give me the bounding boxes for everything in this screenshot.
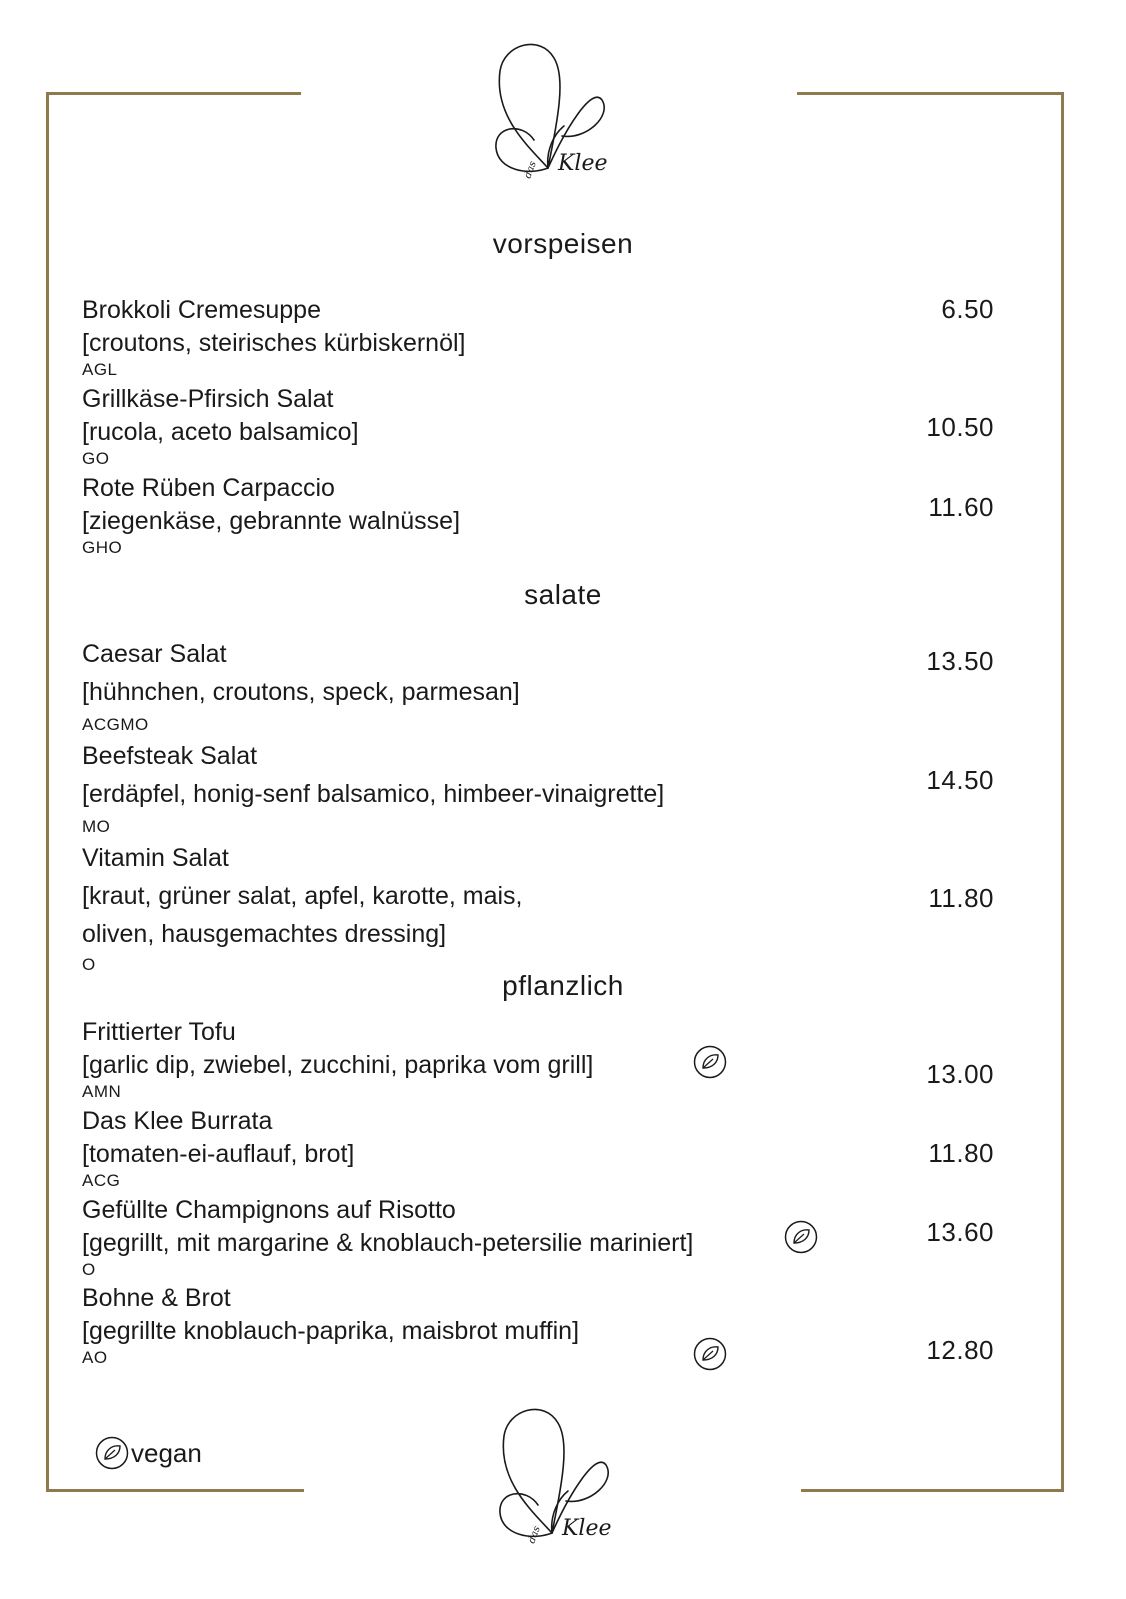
frame-top-right (797, 92, 1064, 95)
section-title-pflanzlich: pflanzlich (502, 970, 624, 1001)
frame-left (46, 92, 49, 1492)
item-description: [rucola, aceto balsamico] (82, 418, 359, 446)
item-name: Bohne & Brot (82, 1284, 231, 1312)
menu-item (82, 1105, 354, 1191)
item-price: 6.50 (941, 294, 994, 324)
item-name: Gefüllte Champignons auf Risotto (82, 1196, 456, 1224)
item-description: [croutons, steirisches kürbiskernöl] (82, 329, 466, 357)
item-description: [ziegenkäse, gebrannte walnüsse] (82, 507, 461, 535)
top-logo (488, 36, 612, 184)
item-price: 10.50 (926, 412, 994, 442)
item-description: [gegrillt, mit margarine & knoblauch-petersilie mariniert] (82, 1229, 694, 1257)
item-price: 13.50 (926, 646, 994, 676)
menu-item (82, 840, 522, 978)
frame-bottom-right (801, 1489, 1064, 1492)
svg-text:Klee: Klee (562, 1516, 612, 1541)
item-allergens: ACG (82, 1171, 121, 1190)
menu-item (82, 636, 520, 738)
item-name: Beefsteak Salat (82, 742, 258, 770)
item-name: Das Klee Burrata (82, 1107, 273, 1135)
menu-item (82, 383, 359, 469)
item-price: 11.80 (928, 1138, 994, 1168)
item-name: Frittierter Tofu (82, 1018, 236, 1046)
vegan-leaf-icon (693, 1045, 727, 1079)
item-allergens: O (82, 955, 96, 974)
item-allergens: ACGMO (82, 715, 149, 734)
leaf-icon (95, 1436, 129, 1470)
frame-bottom-left (46, 1489, 304, 1492)
menu-item (82, 294, 465, 380)
item-description: oliven, hausgemachtes dressing] (82, 920, 447, 948)
item-description: [kraut, grüner salat, apfel, karotte, mais, (82, 882, 523, 910)
item-name: Brokkoli Cremesuppe (82, 296, 321, 324)
vegan-leaf-icon (693, 1337, 727, 1371)
item-name: Vitamin Salat (82, 844, 229, 872)
item-allergens: O (82, 1260, 96, 1279)
item-allergens: GO (82, 449, 110, 468)
item-price: 13.60 (926, 1217, 994, 1247)
menu-item (82, 1282, 579, 1368)
item-price: 11.80 (928, 883, 994, 913)
vegan-legend (95, 1436, 202, 1470)
item-price: 11.60 (928, 492, 994, 522)
svg-text:das: das (526, 1524, 543, 1546)
svg-text:das: das (522, 159, 539, 181)
item-name: Caesar Salat (82, 640, 227, 668)
item-price: 12.80 (926, 1335, 994, 1365)
item-description: [erdäpfel, honig-senf balsamico, himbeer-vinaigrette] (82, 780, 665, 808)
item-price: 14.50 (926, 765, 994, 795)
menu-item (82, 472, 460, 558)
item-allergens: AO (82, 1348, 108, 1367)
item-price: 13.00 (926, 1059, 994, 1089)
item-description: [tomaten-ei-auflauf, brot] (82, 1140, 355, 1168)
section-title-vorspeisen: vorspeisen (492, 228, 634, 259)
section-title-salate: salate (524, 579, 602, 610)
frame-right (1061, 92, 1064, 1492)
item-allergens: MO (82, 817, 111, 836)
menu-item (82, 1016, 593, 1102)
item-description: [garlic dip, zwiebel, zucchini, paprika vom grill] (82, 1051, 594, 1079)
item-allergens: AGL (82, 360, 118, 379)
item-description: [gegrillte knoblauch-paprika, maisbrot muffin] (82, 1317, 580, 1345)
item-description: [hühnchen, croutons, speck, parmesan] (82, 678, 520, 706)
legend-label: vegan (131, 1437, 202, 1468)
bottom-logo (492, 1400, 616, 1550)
frame-top-left (46, 92, 301, 95)
svg-text:Klee: Klee (558, 151, 608, 176)
item-allergens: AMN (82, 1082, 122, 1101)
item-allergens: GHO (82, 538, 123, 557)
menu-item (82, 1194, 693, 1280)
item-name: Grillkäse-Pfirsich Salat (82, 385, 334, 413)
item-name: Rote Rüben Carpaccio (82, 474, 335, 502)
menu-item (82, 738, 664, 840)
vegan-leaf-icon (784, 1220, 818, 1254)
